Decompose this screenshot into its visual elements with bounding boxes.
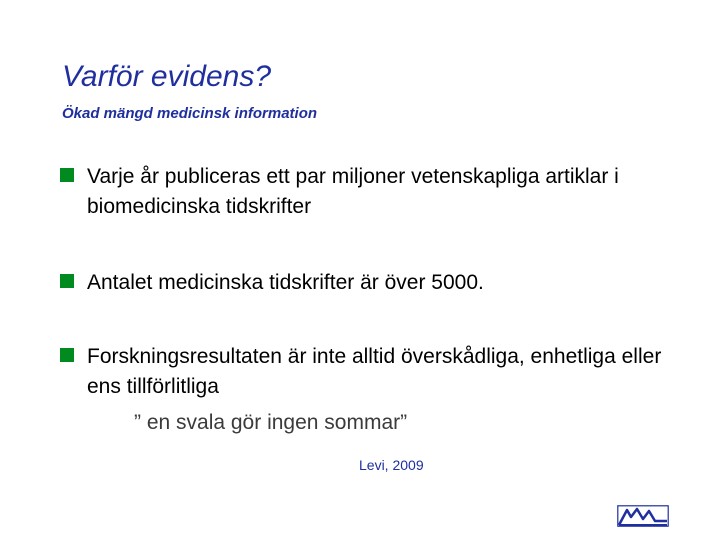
square-bullet-icon bbox=[60, 274, 74, 288]
bullet-text: Forskningsresultaten är inte alltid överskådliga, enhetliga eller ens tillförlitliga bbox=[87, 345, 662, 398]
bullet-text: Varje år publiceras ett par miljoner vetenskapliga artiklar i biomedicinska tidskrifter bbox=[87, 165, 619, 218]
slide-subtitle: Ökad mängd medicinsk information bbox=[62, 105, 318, 122]
bullet-item bbox=[60, 162, 680, 222]
quote-text: ” en svala gör ingen sommar” bbox=[134, 411, 408, 434]
bullet-text: Antalet medicinska tidskrifter är över 5000. bbox=[87, 271, 484, 294]
slide-title: Varför evidens? bbox=[62, 60, 272, 93]
square-bullet-icon bbox=[60, 348, 74, 362]
institution-logo-icon bbox=[617, 505, 669, 527]
quote-source: Levi, 2009 bbox=[359, 457, 424, 473]
bullet-item bbox=[60, 268, 680, 298]
square-bullet-icon bbox=[60, 168, 74, 182]
bullet-item bbox=[60, 342, 680, 402]
